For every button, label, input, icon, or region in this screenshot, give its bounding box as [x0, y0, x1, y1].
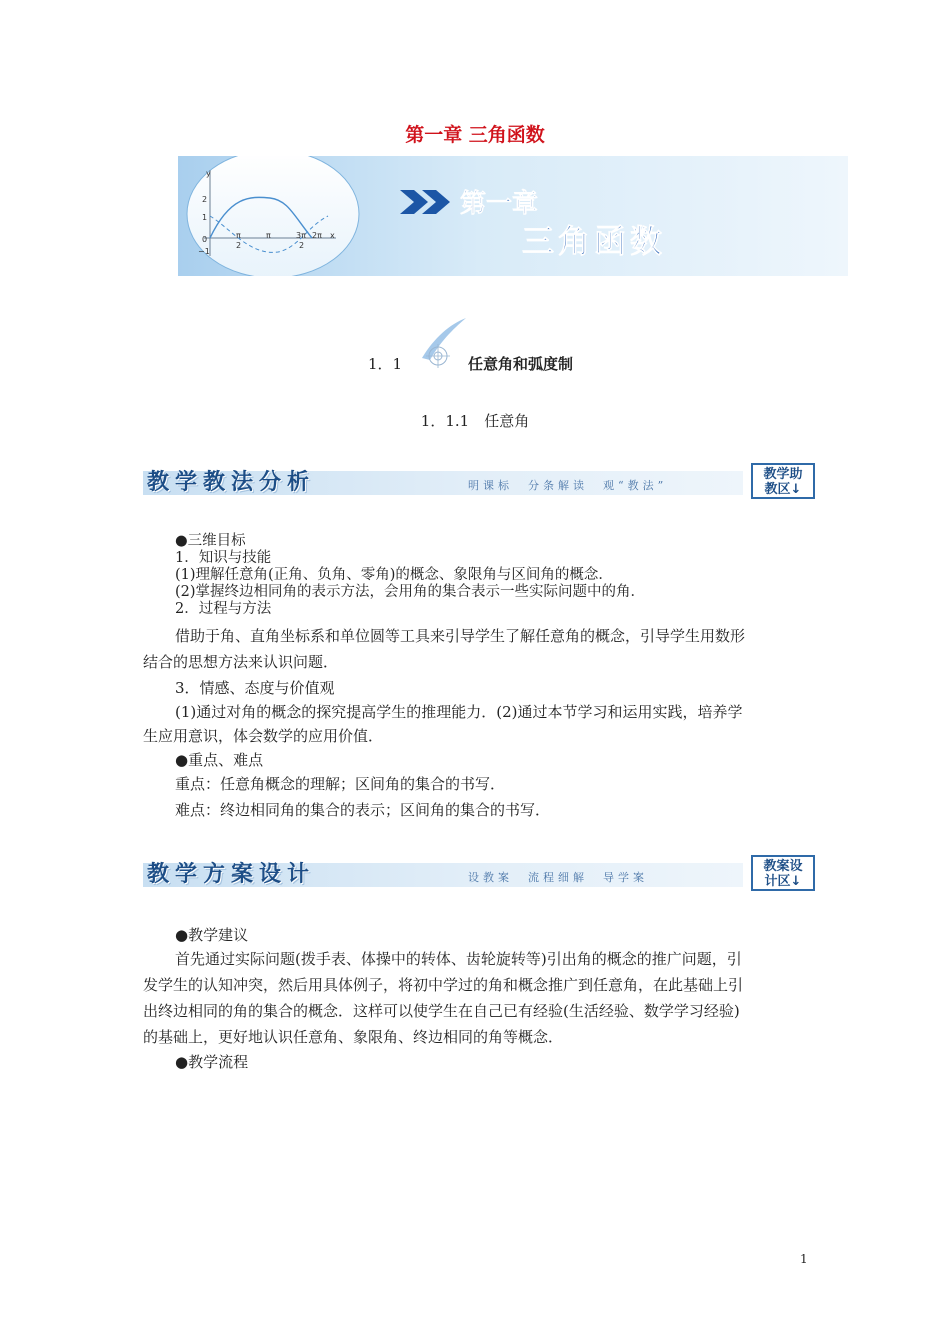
- goals-heading: ●三维目标: [175, 533, 246, 549]
- paragraph-line: 出终边相同的角的集合的概念．这样可以使学生在自己已有经验(生活经验、数学学习经验): [143, 1002, 740, 1020]
- paragraph-line: 发学生的认知冲突，然后用具体例子，将初中学过的角和概念推广到任意角，在此基础上引: [143, 976, 744, 994]
- page-number: 1: [800, 1252, 808, 1266]
- teaching-analysis-bar: [143, 463, 815, 503]
- difficulty-text: 难点：终边相同角的集合的表示；区间角的集合的书写．: [175, 801, 551, 819]
- goals-item: (2)掌握终边相同角的表示方法，会用角的集合表示一些实际问题中的角．: [175, 584, 646, 600]
- graph-tick: 2: [236, 241, 242, 250]
- flow-heading: ●教学流程: [175, 1053, 249, 1071]
- banner-heading-line1: 第一章: [460, 189, 539, 219]
- bar-title: 教学教法分析: [147, 469, 316, 495]
- paragraph-line: 生应用意识，体会数学的应用价值．: [143, 727, 384, 745]
- paragraph-line: 结合的思想方法来认识问题．: [143, 653, 339, 671]
- graph-tick: 2: [299, 241, 305, 250]
- graph-tick: 1: [202, 213, 208, 222]
- chapter-banner: [178, 156, 848, 276]
- suggestion-heading: ●教学建议: [175, 926, 249, 944]
- graph-tick: 2: [202, 195, 208, 204]
- teaching-plan-bar: [143, 855, 815, 895]
- chapter-title: 第一章 三角函数: [405, 124, 545, 146]
- graph-tick: 3π: [296, 231, 306, 240]
- goals-item: (1)理解任意角(正角、负角、零角)的概念、象限角与区间角的概念．: [175, 567, 613, 583]
- graph-tick: −1: [198, 247, 210, 256]
- paragraph-line: 首先通过实际问题(拨手表、体操中的转体、齿轮旋转等)引出角的概念的推广问题，引: [175, 950, 742, 968]
- banner-heading-line2: 三角函数: [522, 222, 667, 260]
- bar-badge: 教案设 计区↓: [751, 855, 815, 891]
- section-title: 任意角和弧度制: [468, 355, 574, 373]
- graph-tick: 0: [202, 235, 208, 244]
- target-arrow-icon: [408, 316, 470, 376]
- subsection-title: 1．1.1 任意角: [420, 412, 530, 430]
- goals-item: 3．情感、态度与价值观: [175, 679, 335, 697]
- graph-tick: 2π: [312, 231, 322, 240]
- section-number: 1．1: [368, 355, 403, 373]
- graph-tick: x: [330, 231, 335, 240]
- bar-subtitle: 明课标 分条解读 观“教法”: [468, 479, 668, 492]
- goals-item: 2．过程与方法: [175, 601, 272, 617]
- graph-tick: π: [266, 231, 271, 240]
- goals-item: 1．知识与技能: [175, 550, 272, 566]
- paragraph-line: (1)通过对角的概念的探究提高学生的推理能力．(2)通过本节学习和运用实践，培养学: [175, 703, 743, 721]
- bar-badge: 教学助 教区↓: [751, 463, 815, 499]
- paragraph-line: 的基础上，更好地认识任意角、象限角、终边相同的角等概念．: [143, 1028, 564, 1046]
- graph-tick: π: [236, 231, 241, 240]
- bar-title: 教学方案设计: [147, 861, 316, 887]
- keypoints-heading: ●重点、难点: [175, 751, 264, 769]
- graph-y-label: y: [206, 169, 211, 178]
- paragraph-line: 借助于角、直角坐标系和单位圆等工具来引导学生了解任意角的概念，引导学生用数形: [175, 627, 746, 645]
- bar-subtitle: 设教案 流程细解 导学案: [468, 871, 648, 884]
- keypoint-text: 重点：任意角概念的理解；区间角的集合的书写．: [175, 775, 506, 793]
